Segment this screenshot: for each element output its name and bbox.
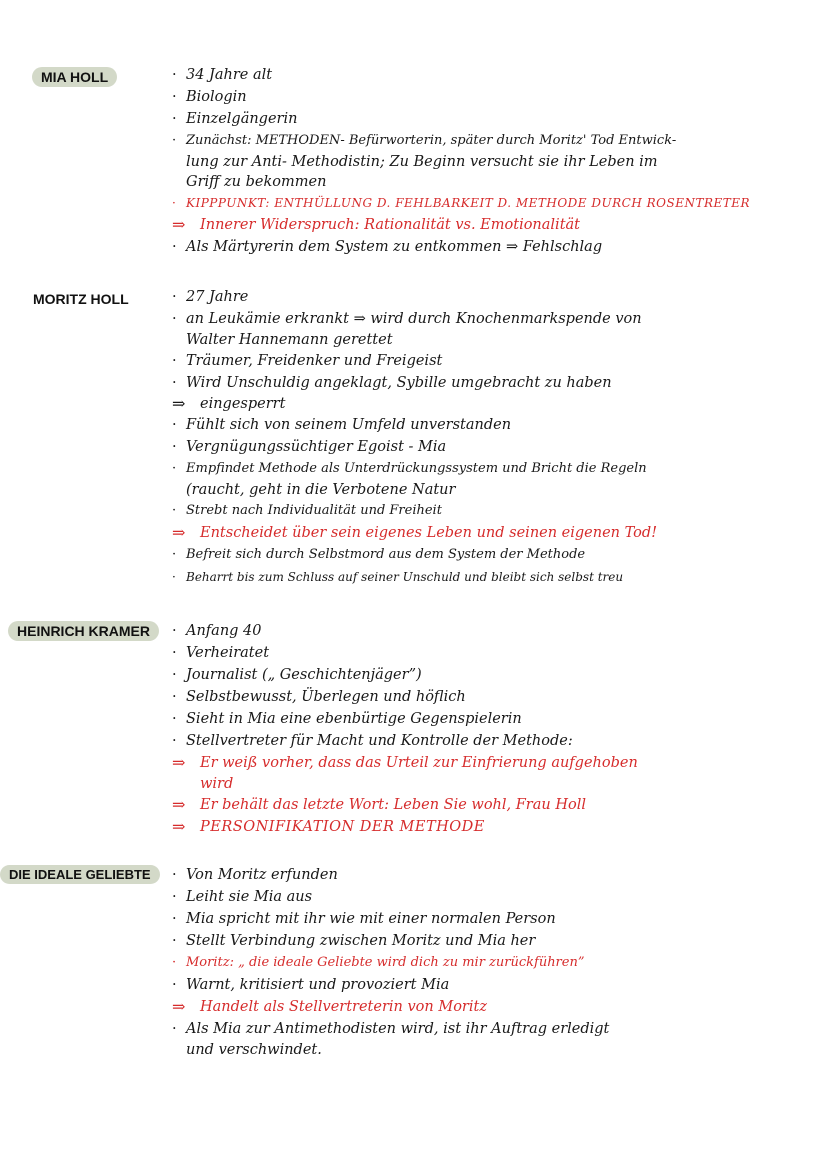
- note-line-highlight: wird: [200, 776, 234, 792]
- notes-list: [172, 620, 822, 838]
- note-line-highlight: · KIPPPUNKT: ENTHÜLLUNG D. FEHLBARKEIT D. METHODE DURCH ROSENTRETER: [172, 196, 751, 210]
- note-line: · Befreit sich durch Selbstmord aus dem System der Methode: [172, 547, 586, 562]
- note-line: · Stellvertreter für Macht und Kontrolle der Methode:: [172, 733, 573, 749]
- note-line: · Strebt nach Individualität und Freiheit: [172, 503, 442, 518]
- name-tag: MIA HOLL: [32, 67, 117, 87]
- note-line: und verschwindet.: [186, 1042, 322, 1058]
- note-line: · Empfindet Methode als Unterdrückungssystem und Bricht die Regeln: [172, 461, 647, 476]
- note-line-highlight: · Moritz: „ die ideale Geliebte wird dich zu mir zurückführen”: [172, 955, 585, 970]
- note-line: · Biologin: [172, 89, 247, 105]
- note-line: · 27 Jahre: [172, 289, 249, 305]
- note-line: · Vergnügungssüchtiger Egoist - Mia: [172, 439, 447, 455]
- note-line: · Als Mia zur Antimethodisten wird, ist ihr Auftrag erledigt: [172, 1021, 610, 1037]
- note-line: · Von Moritz erfunden: [172, 867, 338, 883]
- note-line: · Wird Unschuldig angeklagt, Sybille umgebracht zu haben: [172, 375, 612, 391]
- note-line: · Mia spricht mit ihr wie mit einer normalen Person: [172, 911, 556, 927]
- note-line-highlight: ⇒ Innerer Widerspruch: Rationalität vs. Emotionalität: [172, 215, 580, 234]
- note-line: ⇒ eingesperrt: [172, 394, 286, 413]
- note-line: · an Leukämie erkrankt ⇒ wird durch Knochenmarkspende von: [172, 311, 642, 327]
- note-line: · Als Märtyrerin dem System zu entkommen ⇒ Fehlschlag: [172, 239, 603, 255]
- name-tag: HEINRICH KRAMER: [8, 621, 159, 641]
- note-line-highlight: ⇒ Entscheidet über sein eigenes Leben und seinen eigenen Tod!: [172, 523, 658, 542]
- note-line: · Verheiratet: [172, 645, 270, 661]
- note-line: · Stellt Verbindung zwischen Moritz und Mia her: [172, 933, 536, 949]
- note-line: Walter Hannemann gerettet: [186, 332, 393, 348]
- note-line: · Einzelgängerin: [172, 111, 298, 127]
- note-line: · Sieht in Mia eine ebenbürtige Gegenspielerin: [172, 711, 522, 727]
- note-line: · Selbstbewusst, Überlegen und höflich: [172, 689, 466, 705]
- note-line: · Anfang 40: [172, 623, 262, 639]
- notes-list: [172, 64, 822, 258]
- note-line: · Journalist („ Geschichtenjäger”): [172, 667, 422, 683]
- note-line-highlight: ⇒ Er weiß vorher, dass das Urteil zur Einfrierung aufgehoben: [172, 753, 638, 772]
- note-line: · Beharrt bis zum Schluss auf seiner Unschuld und bleibt sich selbst treu: [172, 570, 624, 584]
- name-tag: MORITZ HOLL: [33, 291, 129, 307]
- notes-list: [172, 864, 822, 1060]
- note-line: (raucht, geht in die Verbotene Natur: [186, 482, 456, 498]
- note-line: · Warnt, kritisiert und provoziert Mia: [172, 977, 450, 993]
- notes-list: [172, 286, 822, 588]
- note-line: · Träumer, Freidenker und Freigeist: [172, 353, 443, 369]
- note-line: · Leiht sie Mia aus: [172, 889, 313, 905]
- note-line: Griff zu bekommen: [186, 174, 327, 190]
- note-line-highlight: ⇒ Er behält das letzte Wort: Leben Sie wohl, Frau Holl: [172, 795, 586, 814]
- note-line: · 34 Jahre alt: [172, 67, 273, 83]
- name-tag: DIE IDEALE GELIEBTE: [0, 865, 160, 884]
- note-line: · Fühlt sich von seinem Umfeld unverstanden: [172, 417, 512, 433]
- note-line: lung zur Anti- Methodistin; Zu Beginn versucht sie ihr Leben im: [186, 154, 658, 170]
- note-line-highlight: ⇒ PERSONIFIKATION DER METHODE: [172, 817, 485, 836]
- note-line: · Zunächst: METHODEN- Befürworterin, später durch Moritz' Tod Entwick-: [172, 133, 677, 148]
- note-line-highlight: ⇒ Handelt als Stellvertreterin von Moritz: [172, 997, 487, 1016]
